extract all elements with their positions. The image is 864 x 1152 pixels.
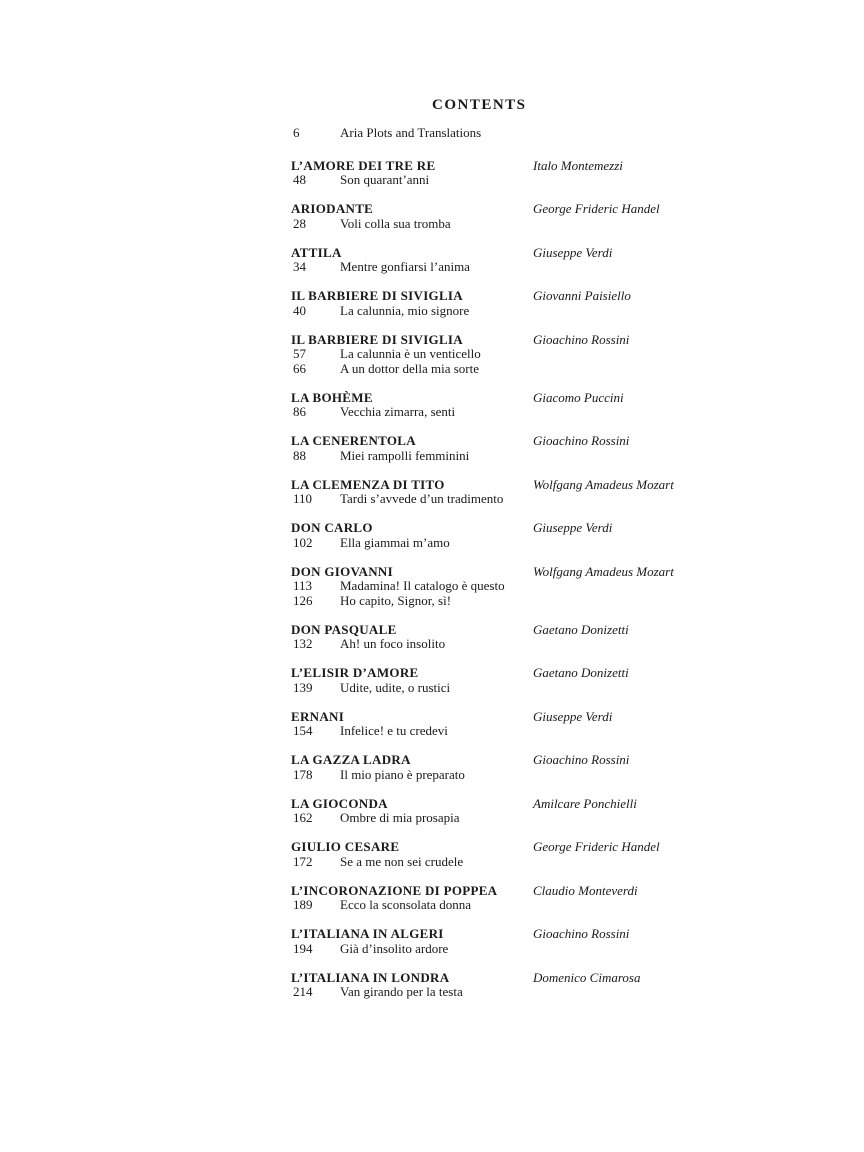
aria-row (291, 173, 731, 188)
aria-title: Ombre di mia prosapia (340, 810, 460, 825)
opera-title: L’ITALIANA IN LONDRA (291, 969, 450, 985)
opera-title-row (291, 753, 731, 768)
composer-name: Gaetano Donizetti (533, 621, 629, 637)
opera-title-row (291, 884, 731, 899)
composer-name: George Frideric Handel (533, 201, 660, 216)
composer-name: Italo Montemezzi (533, 157, 623, 173)
opera-title: L’AMORE DEI TRE RE (291, 157, 436, 173)
aria-page-number: 57 (293, 346, 306, 361)
composer-name: Giacomo Puccini (533, 389, 624, 405)
opera-title: L’ELISIR D’AMORE (291, 665, 419, 680)
opera-title: LA GIOCONDA (291, 795, 388, 811)
opera-title-row (291, 565, 731, 580)
aria-title: Miei rampolli femminini (340, 447, 470, 463)
opera-title: LA BOHÈME (291, 389, 373, 405)
aria-page-number: 86 (293, 404, 306, 419)
opera-title: IL BARBIERE DI SIVIGLIA (291, 331, 463, 347)
aria-page-number: 139 (293, 679, 313, 695)
aria-title: Ho capito, Signor, sì! (340, 592, 452, 608)
composer-name: Gioachino Rossini (533, 433, 630, 448)
opera-title-row (291, 159, 731, 174)
page-title: CONTENTS (432, 97, 527, 113)
aria-page-number: 178 (293, 766, 313, 782)
composer-name: Giuseppe Verdi (533, 244, 613, 260)
toc-entry (291, 840, 731, 869)
front-matter-page-number: 6 (293, 125, 300, 140)
toc-entry (291, 434, 731, 463)
opera-title: ATTILA (291, 244, 342, 260)
aria-page-number: 194 (293, 940, 313, 956)
toc-entry (291, 971, 731, 1000)
composer-name: Gioachino Rossini (533, 752, 630, 767)
aria-row (291, 536, 731, 551)
toc-entry (291, 246, 731, 275)
aria-row (291, 811, 731, 826)
opera-title-row (291, 797, 731, 812)
toc-entry (291, 521, 731, 550)
opera-title-row (291, 246, 731, 261)
toc-entry (291, 391, 731, 420)
aria-page-number: 66 (293, 360, 306, 376)
aria-row (291, 681, 731, 696)
opera-title-row (291, 521, 731, 536)
opera-title: L’INCORONAZIONE DI POPPEA (291, 882, 498, 898)
aria-page-number: 214 (293, 984, 313, 999)
aria-row (291, 768, 731, 783)
opera-title-row (291, 333, 731, 348)
aria-row (291, 855, 731, 870)
aria-title: Vecchia zimarra, senti (340, 404, 456, 419)
aria-row (291, 579, 731, 594)
aria-title: Infelice! e tu credevi (340, 723, 448, 738)
toc-entry (291, 333, 731, 377)
opera-title: ARIODANTE (291, 201, 374, 216)
aria-row (291, 405, 731, 420)
composer-name: Giovanni Paisiello (533, 288, 631, 303)
opera-title-row (291, 434, 731, 449)
opera-title-row (291, 478, 731, 493)
opera-title-row (291, 289, 731, 304)
aria-title: Tardi s’avvede d’un tradimento (340, 491, 504, 506)
opera-title: ERNANI (291, 708, 345, 724)
aria-row (291, 449, 731, 464)
toc-entry (291, 927, 731, 956)
aria-title: La calunnia, mio signore (340, 302, 470, 318)
front-matter-label: Aria Plots and Translations (340, 125, 482, 140)
aria-title: Madamina! Il catalogo è questo (340, 578, 505, 593)
opera-title: IL BARBIERE DI SIVIGLIA (291, 288, 463, 303)
toc-entries (291, 159, 731, 1000)
aria-title: La calunnia è un venticello (340, 346, 481, 361)
toc-entry (291, 478, 731, 507)
composer-name: Amilcare Ponchielli (533, 795, 637, 811)
aria-title: Il mio piano è preparato (340, 766, 465, 782)
opera-title: DON GIOVANNI (291, 563, 393, 579)
aria-row (291, 304, 731, 319)
toc-entry (291, 753, 731, 782)
opera-title-row (291, 840, 731, 855)
toc-entry (291, 666, 731, 695)
aria-page-number: 172 (293, 853, 313, 869)
opera-title-row (291, 666, 731, 681)
aria-row (291, 260, 731, 275)
toc-entry (291, 797, 731, 826)
aria-row (291, 217, 731, 232)
aria-row (291, 362, 731, 377)
opera-title-row (291, 927, 731, 942)
aria-row (291, 985, 731, 1000)
aria-page-number: 34 (293, 259, 306, 274)
front-matter-row (291, 126, 731, 141)
aria-page-number: 189 (293, 897, 313, 912)
aria-page-number: 126 (293, 592, 313, 608)
opera-title: LA CENERENTOLA (291, 433, 416, 448)
opera-title-row (291, 202, 731, 217)
opera-title-row (291, 971, 731, 986)
composer-name: Giuseppe Verdi (533, 520, 613, 535)
aria-page-number: 40 (293, 302, 306, 318)
aria-page-number: 162 (293, 810, 313, 825)
aria-page-number: 113 (293, 578, 313, 593)
composer-name: Wolfgang Amadeus Mozart (533, 563, 674, 579)
aria-title: Voli colla sua tromba (340, 215, 451, 231)
toc-entry (291, 289, 731, 318)
aria-row (291, 347, 731, 362)
aria-row (291, 594, 731, 609)
composer-name: Gaetano Donizetti (533, 665, 629, 680)
aria-title: A un dottor della mia sorte (340, 360, 480, 376)
composer-name: Claudio Monteverdi (533, 882, 638, 898)
aria-page-number: 28 (293, 215, 306, 231)
toc-entry (291, 884, 731, 913)
aria-title: Ella giammai m’amo (340, 534, 450, 550)
aria-title: Se a me non sei crudele (340, 853, 464, 869)
aria-row (291, 637, 731, 652)
aria-title: Mentre gonfiarsi l’anima (340, 259, 470, 274)
aria-page-number: 154 (293, 723, 313, 738)
composer-name: Gioachino Rossini (533, 331, 630, 347)
aria-page-number: 102 (293, 534, 313, 550)
opera-title-row (291, 710, 731, 725)
aria-title: Van girando per la testa (340, 984, 463, 999)
opera-title: LA GAZZA LADRA (291, 752, 411, 767)
opera-title: GIULIO CESARE (291, 839, 400, 854)
aria-title: Son quarant’anni (340, 172, 430, 187)
aria-page-number: 88 (293, 447, 306, 463)
aria-page-number: 132 (293, 636, 313, 651)
opera-title: L’ITALIANA IN ALGERI (291, 926, 444, 941)
toc-entry (291, 159, 731, 188)
aria-title: Già d’insolito ardore (340, 940, 449, 956)
composer-name: Domenico Cimarosa (533, 969, 641, 985)
aria-title: Udite, udite, o rustici (340, 679, 451, 695)
composer-name: Wolfgang Amadeus Mozart (533, 476, 674, 492)
aria-title: Ecco la sconsolata donna (340, 897, 472, 912)
opera-title: DON PASQUALE (291, 621, 397, 637)
aria-row (291, 724, 731, 739)
aria-row (291, 942, 731, 957)
opera-title: DON CARLO (291, 520, 373, 535)
opera-title-row (291, 623, 731, 638)
opera-title-row (291, 391, 731, 406)
toc-content (291, 98, 731, 1014)
composer-name: Giuseppe Verdi (533, 708, 613, 724)
toc-entry (291, 710, 731, 739)
toc-entry (291, 565, 731, 609)
aria-page-number: 48 (293, 172, 306, 187)
aria-title: Ah! un foco insolito (340, 636, 446, 651)
toc-entry (291, 202, 731, 231)
composer-name: Gioachino Rossini (533, 926, 630, 941)
aria-page-number: 110 (293, 491, 313, 506)
composer-name: George Frideric Handel (533, 839, 660, 854)
aria-row (291, 898, 731, 913)
toc-entry (291, 623, 731, 652)
aria-row (291, 492, 731, 507)
opera-title: LA CLEMENZA DI TITO (291, 476, 445, 492)
